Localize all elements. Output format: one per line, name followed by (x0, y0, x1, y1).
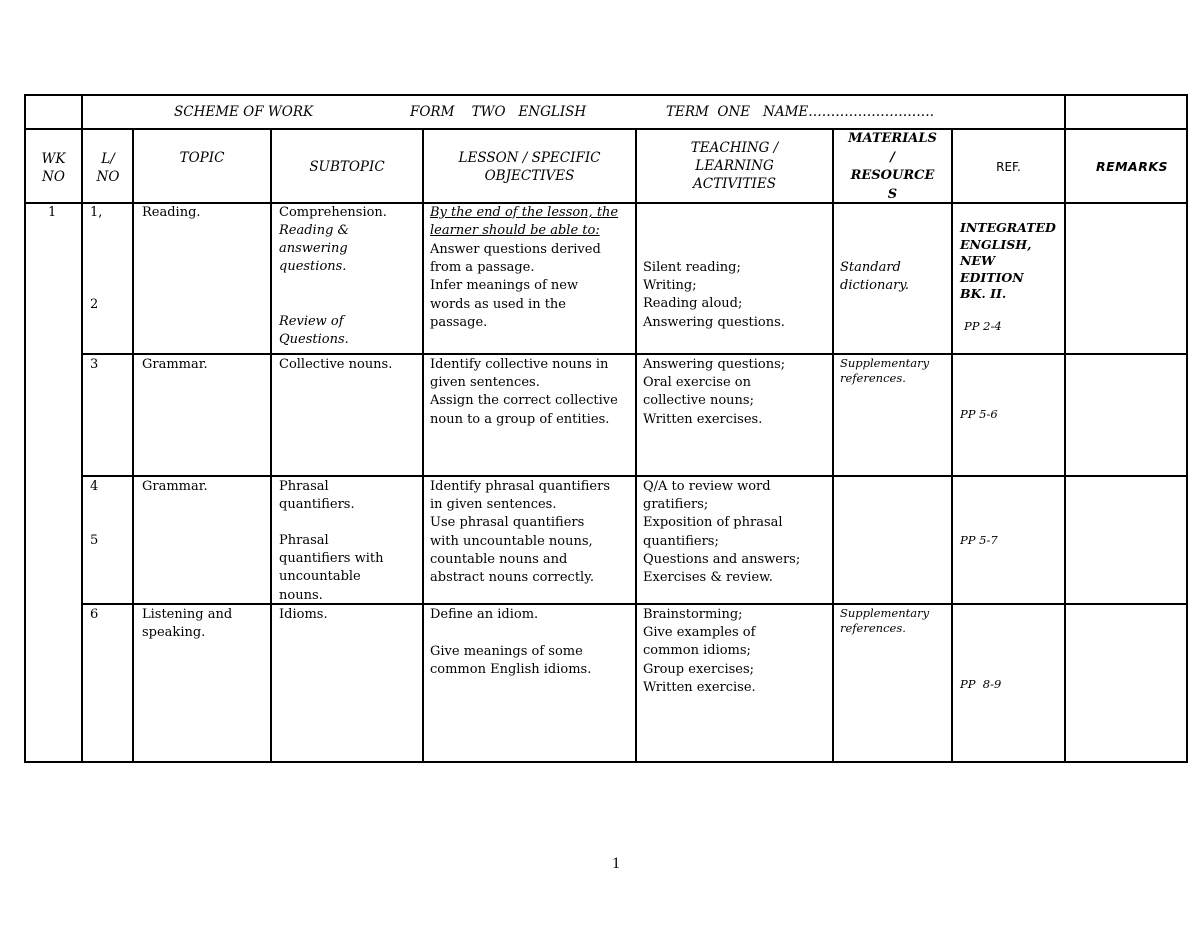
row-ref-book: INTEGRATED ENGLISH, NEW EDITION BK. II. (960, 220, 1056, 301)
row-materials: Supplementary references. (840, 606, 930, 635)
row-lesson-no: 4 (90, 479, 99, 494)
title-term: TERM ONE NAME………………………. (666, 104, 935, 120)
header-wk-no: WK NO (41, 151, 66, 185)
row-week: 1 (48, 205, 57, 220)
header-remarks: REMARKS (1095, 159, 1169, 174)
header-lesson-no: L/ NO (96, 151, 120, 185)
row-topic: Grammar. (142, 479, 208, 494)
header-materials: MATERIALS / RESOURCE S (848, 131, 937, 202)
row-ref-pages: PP 5-7 (960, 533, 998, 547)
row-activities: Silent reading; Writing; Reading aloud; Answering questions. (643, 260, 785, 330)
row-ref-pages: PP 2-4 (964, 319, 1002, 333)
row-subtopic: Review of Questions. (279, 314, 349, 348)
row-objectives: Give meanings of some common English idioms. (430, 644, 592, 678)
row-lesson-no: 1, (90, 205, 103, 220)
header-activities: TEACHING / LEARNING ACTIVITIES (690, 140, 779, 192)
row-objectives: Answer questions derived from a passage. Infer meanings of new words as used in the passage. (430, 242, 601, 330)
header-ref: REF. (996, 160, 1021, 174)
row-objectives: Identify collective nouns in given sentences. Assign the correct collective noun to a group of entities. (430, 357, 618, 427)
row-objectives-intro: By the end of the lesson, the learner should be able to: (430, 205, 619, 239)
header-objectives: LESSON / SPECIFIC OBJECTIVES (458, 150, 601, 184)
row-activities: Answering questions; Oral exercise on collective nouns; Written exercises. (643, 357, 786, 427)
row-ref-pages: PP 5-6 (960, 407, 998, 421)
row-subtopic: Idioms. (279, 607, 328, 622)
page-number: 1 (612, 855, 620, 872)
row-lesson-no: 2 (90, 297, 99, 312)
row-lesson-no: 3 (90, 357, 99, 372)
title-form: FORM TWO ENGLISH (410, 104, 587, 120)
header-subtopic: SUBTOPIC (309, 159, 385, 175)
row-lesson-no: 5 (90, 533, 99, 548)
row-subtopic: Reading & answering questions. (279, 223, 350, 275)
row-subtopic: Comprehension. (279, 205, 387, 220)
row-activities: Brainstorming; Give examples of common idioms; Group exercises; Written exercise. (643, 607, 756, 695)
row-materials: Supplementary references. (840, 356, 930, 385)
row-objectives: Identify phrasal quantifiers in given sentences. Use phrasal quantifiers with uncountable nouns, countable nouns and abstract nouns correctly. (430, 479, 611, 586)
row-topic: Listening and speaking. (142, 607, 233, 641)
title-scheme: SCHEME OF WORK (174, 104, 314, 120)
row-subtopic: Phrasal quantifiers with uncountable nouns. (279, 533, 384, 603)
row-lesson-no: 6 (90, 607, 99, 622)
row-topic: Reading. (142, 205, 201, 220)
row-subtopic: Collective nouns. (279, 357, 393, 372)
row-ref-pages: PP 8-9 (960, 677, 1002, 691)
row-activities: Q/A to review word gratifiers; Exposition of phrasal quantifiers; Questions and answers; Exercises & review. (643, 479, 801, 586)
row-objectives: Define an idiom. (430, 607, 539, 622)
row-subtopic: Phrasal quantifiers. (279, 479, 355, 513)
header-topic: TOPIC (179, 150, 225, 166)
row-materials: Standard dictionary. (840, 260, 910, 294)
row-topic: Grammar. (142, 357, 208, 372)
